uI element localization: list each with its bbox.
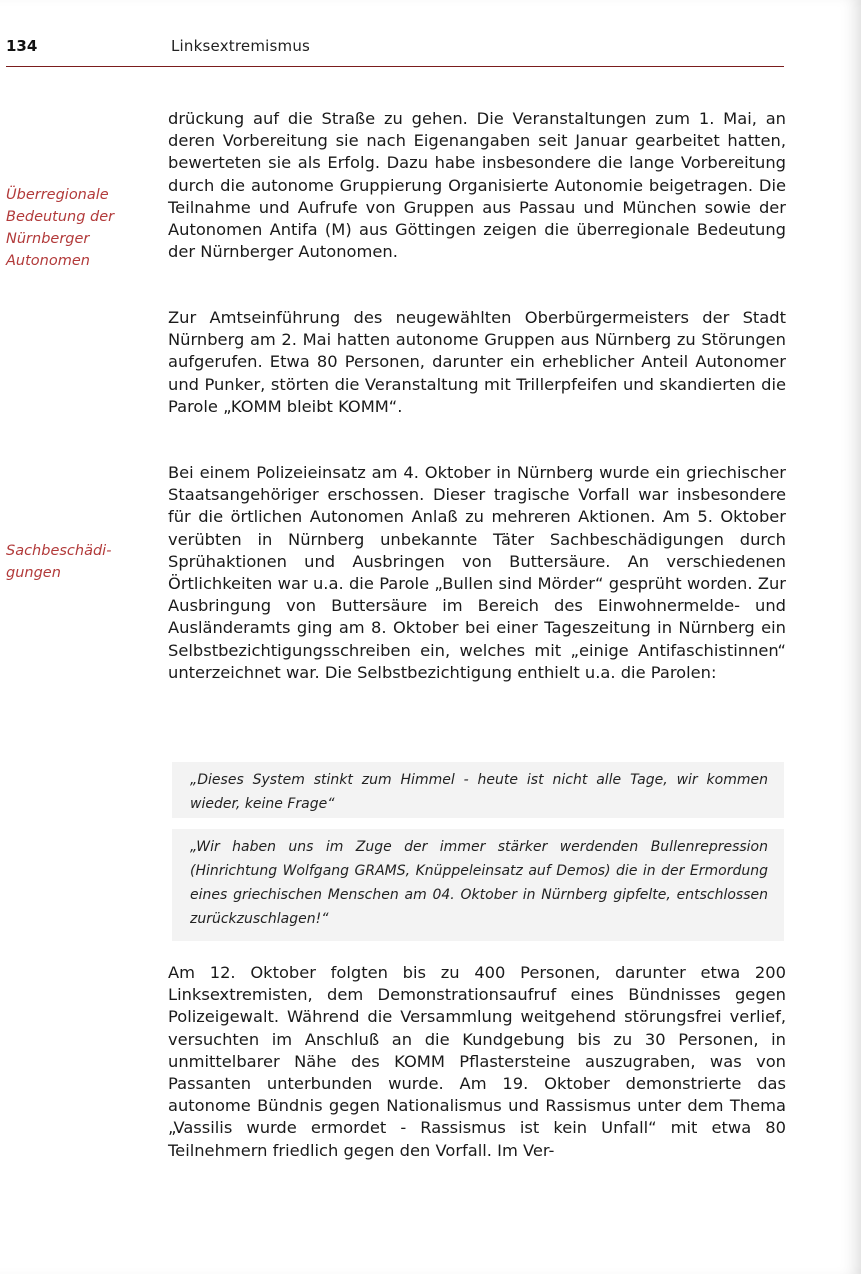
paragraph-may-day: drückung auf die Straße zu gehen. Die Veranstaltungen zum 1. Mai, an deren Vorbereitung sie nach Eigenangaben seit Januar gearbeitet hatten, bewerteten sie als Erfolg. Dazu habe insbesondere die lange Vorbereitung durch die autonome Gruppierung Organisierte Autonomie beigetragen. Die Teilnahme und Aufrufe von Gruppen aus Passau und München sowie der Autonomen Antifa (M) aus Göttingen zeigen die überregionale Bedeutung der Nürnberger Autonomen. [168, 109, 786, 262]
page-header [6, 34, 784, 67]
paragraph-mayor-inauguration: Zur Amtseinführung des neugewählten Oberbürgermeisters der Stadt Nürnberg am 2. Mai hatten autonome Gruppen aus Nürnberg zu Störungen aufgerufen. Etwa 80 Personen, darunter ein erheblicher Anteil Autonomer und Punker, störten die Veranstaltung mit Trillerpfeifen und skandierten die Parole „KOMM bleibt KOMM“. [168, 308, 786, 416]
margin-note-property-damage: Sachbeschädi- gungen [6, 543, 112, 581]
quote-block-repression: „Wir haben uns im Zuge der immer stärker werdenden Bullenrepression (Hinrichtung Wolfgang GRAMS, Knüppeleinsatz auf Demos) die in der Ermordung eines griechischen Menschen am 04. Oktober in Nürnberg gipfelte, entschlossen zurückzuschlagen!“ [172, 829, 784, 941]
paragraph-demonstration: Am 12. Oktober folgten bis zu 400 Personen, darunter etwa 200 Linksextremisten, dem Demonstrationsaufruf eines Bündnisses gegen Polizeigewalt. Während die Versammlung weitgehend störungsfrei verlief, versuchten im Anschluß an die Kundgebung bis zu 30 Personen, in unmittelbarer Nähe des KOMM Pflastersteine auszugraben, was von Passanten unterbunden wurde. Am 19. Oktober demonstrierte das autonome Bündnis gegen Nationalismus und Rassismus unter dem Thema „Vassilis wurde ermordet - Rassismus ist kein Unfall“ mit etwa 80 Teilnehmern friedlich gegen den Vorfall. Im Ver- [168, 963, 786, 1160]
page-number: 134 [6, 37, 38, 55]
paragraph-police-operation: Bei einem Polizeieinsatz am 4. Oktober in Nürnberg wurde ein griechischer Staatsangehöriger erschossen. Dieser tragische Vorfall war insbesondere für die örtlichen Autonomen Anlaß zu mehreren Aktionen. Am 5. Oktober verübten in Nürnberg unbekannte Täter Sachbeschädigungen durch Sprühaktionen und Ausbringen von Buttersäure. An verschiedenen Örtlichkeiten war u.a. die Parole „Bullen sind Mörder“ gesprüht worden. Zur Ausbringung von Buttersäure im Bereich des Einwohnermelde- und Ausländeramts ging am 8. Oktober bei einer Tageszeitung in Nürnberg ein Selbstbezichtigungsschreiben ein, welches mit „einige Antifaschistinnen“ unterzeichnet war. Die Selbstbezichtigung enthielt u.a. die Parolen: [168, 463, 786, 682]
margin-note-regional-significance: Überregionale Bedeutung der Nürnberger Autonomen [6, 187, 115, 269]
quote-block-system: „Dieses System stinkt zum Himmel - heute ist nicht alle Tage, wir kommen wieder, keine Frage“ [172, 762, 784, 818]
running-title: Linksextremismus [171, 37, 311, 55]
